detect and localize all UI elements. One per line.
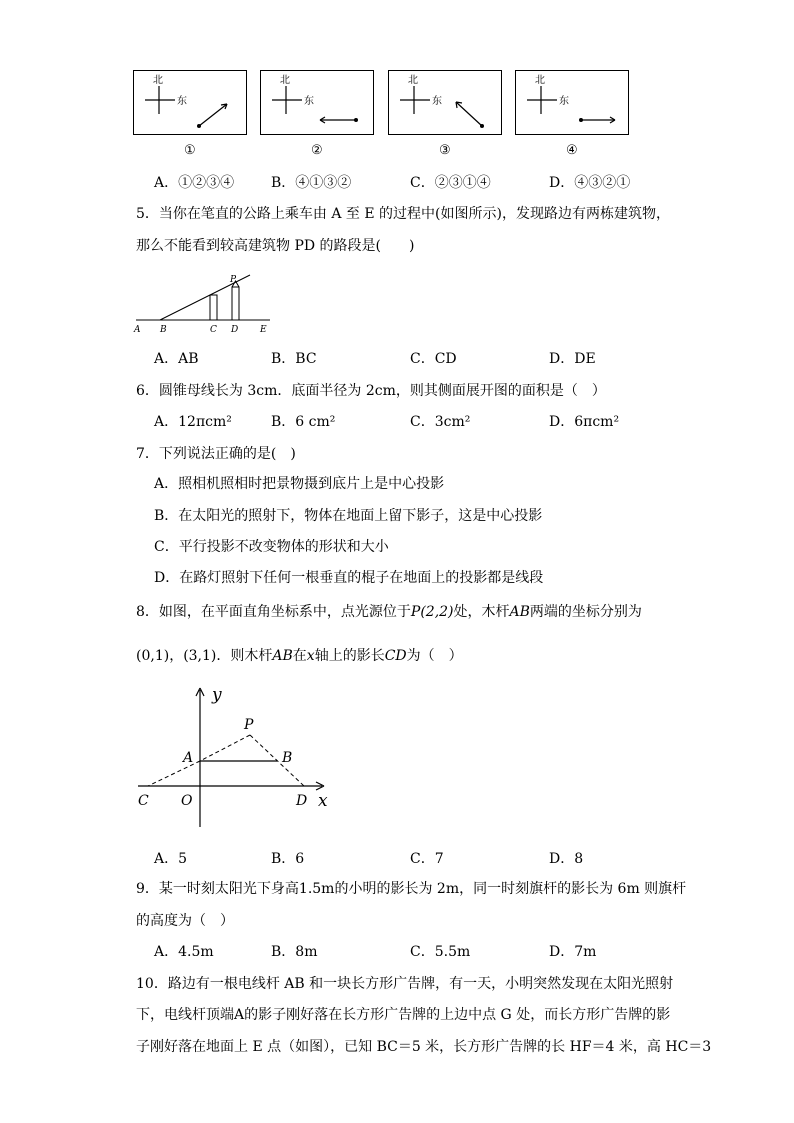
q8-option-b[interactable]: B．6 xyxy=(271,851,305,867)
q4-figure-4-svg xyxy=(515,70,629,135)
q4-figure-1 xyxy=(133,70,247,135)
q9-option-d[interactable]: D．7m xyxy=(549,944,597,960)
q4-option-b[interactable]: B．④①③② xyxy=(271,175,352,191)
q5-stem-line1: 5．当你在笔直的公路上乘车由 A 至 E 的过程中(如图所示)，发现路边有两栋建筑物， xyxy=(136,206,670,222)
ray-pa xyxy=(200,735,250,761)
north-label: 北 xyxy=(280,75,290,86)
start-point xyxy=(354,118,358,122)
point-a-label: A xyxy=(183,750,194,766)
q8-option-c[interactable]: C．7 xyxy=(410,851,444,867)
short-building xyxy=(210,295,217,320)
point-b-label: B xyxy=(160,325,167,335)
q4-figure-label-4: ④ xyxy=(566,143,578,158)
q4-figure-3 xyxy=(388,70,502,135)
q8-stem-line1: 8．如图，在平面直角坐标系中，点光源位于P(2,2)处，木杆AB两端的坐标分别为 xyxy=(136,604,642,620)
east-label: 东 xyxy=(432,96,442,107)
point-p-label: P xyxy=(244,717,254,733)
q4-figure-label-1: ① xyxy=(184,143,196,158)
y-axis-label: y xyxy=(212,685,222,705)
q8-figure xyxy=(130,682,340,832)
q7-option-c[interactable]: C．平行投影不改变物体的形状和大小 xyxy=(154,539,389,555)
start-point xyxy=(197,124,201,128)
q4-figure-2-svg xyxy=(260,70,374,135)
point-d-label: D xyxy=(231,325,239,335)
q5-figure xyxy=(130,270,280,335)
q6-option-a[interactable]: A．12πcm² xyxy=(154,414,232,430)
q8-option-a[interactable]: A．5 xyxy=(154,851,188,867)
q8-stem-line2: (0,1)，(3,1)．则木杆AB在x轴上的影长CD为（ ） xyxy=(136,648,463,664)
q5-option-d[interactable]: D．DE xyxy=(549,351,596,367)
q5-figure-svg xyxy=(130,270,280,335)
x-axis-label: x xyxy=(318,791,328,811)
east-label: 东 xyxy=(559,96,569,107)
direction-line xyxy=(199,104,227,126)
q4-figure-1-svg xyxy=(133,70,247,135)
point-c-label: C xyxy=(210,325,217,335)
q7-option-a[interactable]: A．照相机照相时把景物摄到底片上是中心投影 xyxy=(154,476,445,492)
q4-option-c[interactable]: C．②③①④ xyxy=(410,175,491,191)
direction-line xyxy=(456,102,482,126)
q6-option-c[interactable]: C．3cm² xyxy=(410,414,471,430)
q10-stem-line1: 10．路边有一根电线杆 AB 和一块长方形广告牌，有一天，小明突然发现在太阳光照射 xyxy=(136,976,674,992)
q8-option-d[interactable]: D．8 xyxy=(549,851,584,867)
point-p-label: P xyxy=(230,275,237,285)
tall-building xyxy=(232,287,239,320)
q9-stem-line1: 9．某一时刻太阳光下身高1.5m的小明的影长为 2m，同一时刻旗杆的影长为 6m 则旗杆 xyxy=(136,881,687,897)
q9-option-b[interactable]: B．8m xyxy=(271,944,318,960)
origin-label: O xyxy=(181,793,193,809)
q5-option-b[interactable]: B．BC xyxy=(271,351,317,367)
q4-figure-label-3: ③ xyxy=(439,143,451,158)
start-point xyxy=(480,124,484,128)
east-label: 东 xyxy=(177,96,187,107)
point-c-label: C xyxy=(138,793,149,809)
q6-option-b[interactable]: B．6 cm² xyxy=(271,414,336,430)
north-label: 北 xyxy=(408,75,418,86)
point-e-label: E xyxy=(260,325,267,335)
north-label: 北 xyxy=(153,75,163,86)
q7-option-d[interactable]: D．在路灯照射下任何一根垂直的棍子在地面上的投影都是线段 xyxy=(154,570,544,586)
q6-stem: 6．圆锥母线长为 3cm．底面半径为 2cm，则其侧面展开图的面积是（ ） xyxy=(136,383,606,399)
q5-option-c[interactable]: C．CD xyxy=(410,351,457,367)
north-label: 北 xyxy=(535,75,545,86)
q4-option-a[interactable]: A．①②③④ xyxy=(154,175,235,191)
point-b-label: B xyxy=(282,750,293,766)
q10-stem-line2: 下，电线杆顶端A的影子刚好落在长方形广告牌的上边中点 G 处，而长方形广告牌的影 xyxy=(136,1007,671,1023)
q9-option-a[interactable]: A．4.5m xyxy=(154,944,214,960)
start-point xyxy=(579,118,583,122)
q7-option-b[interactable]: B．在太阳光的照射下，物体在地面上留下影子，这是中心投影 xyxy=(154,508,543,524)
q10-stem-line3: 子刚好落在地面上 E 点（如图），已知 BC＝5 米，长方形广告牌的长 HF＝4 米，高 HC＝3 xyxy=(136,1039,712,1055)
q4-figure-3-svg xyxy=(388,70,502,135)
q5-stem-line2: 那么不能看到较高建筑物 PD 的路段是( ) xyxy=(136,238,415,254)
q4-figure-2 xyxy=(260,70,374,135)
q4-figure-label-2: ② xyxy=(311,143,323,158)
q8-figure-svg xyxy=(130,682,340,832)
q4-option-d[interactable]: D．④③②① xyxy=(549,175,631,191)
point-a-label: A xyxy=(134,325,141,335)
q9-stem-line2: 的高度为（ ） xyxy=(136,913,234,929)
q7-stem: 7．下列说法正确的是( ) xyxy=(136,446,296,462)
q5-option-a[interactable]: A．AB xyxy=(154,351,199,367)
east-label: 东 xyxy=(304,96,314,107)
q9-option-c[interactable]: C．5.5m xyxy=(410,944,471,960)
point-d-label: D xyxy=(296,793,308,809)
q4-figure-4 xyxy=(515,70,629,135)
q6-option-d[interactable]: D．6πcm² xyxy=(549,414,620,430)
